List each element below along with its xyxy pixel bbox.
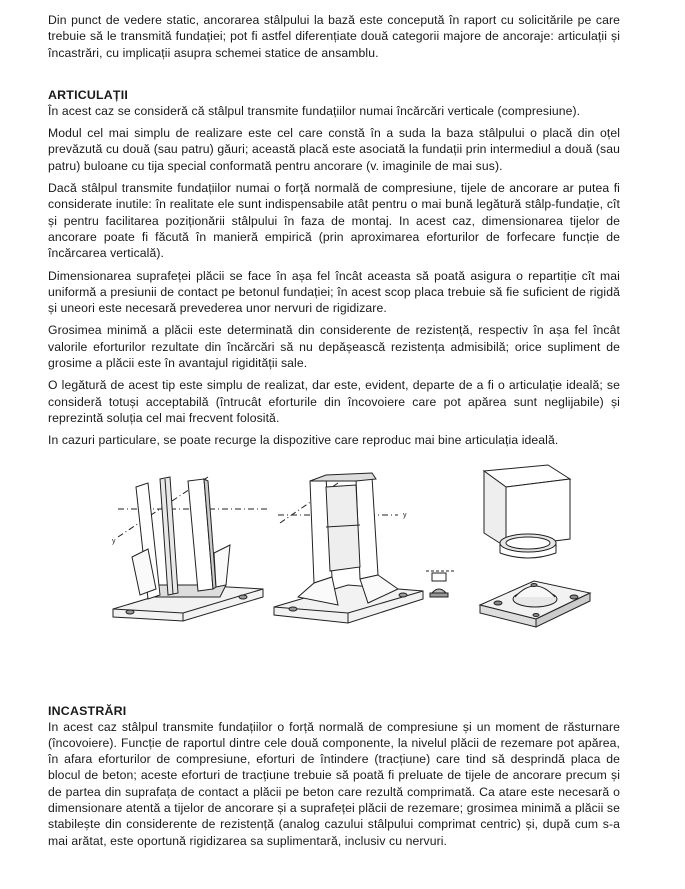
section-incastrari-body <box>48 719 620 849</box>
paragraph: In acest caz stâlpul transmite fundațiilor o forță normală de compresiune și un moment de răsturnare (încovoiere). Funcție de raportul dintre cele două componente, la nivelul plăcii de rezemare pot apărea, în afara eforturilor de compresiune, eforturi de întindere (tracțiune) care tind să desprindă placa de blocul de beton; aceste eforturi de tracțiune trebuie să poată fi preluate de tijele de ancorare precum și de partea din suprafața de contact a plăcii pe beton care rezultă comprimată. Ca atare este necesară o dimensionare atentă a tijelor de ancorare și a suprafeței plăcii de rezemare; grosimea minimă a plăcii se stabilește din considerente de rezistență (analog cazului stâlpului comprimat centric) și, după cum s-a mai arătat, este oportună rigidizarea sa suplimentară, inclusiv cu nervuri. <box>48 719 620 848</box>
column-base-drawing-2 <box>274 473 423 623</box>
column-base-drawing-1 <box>112 477 270 621</box>
paragraph: In cazuri particulare, se poate recurge la dispozitive care reproduc mai bine articulația ideală. <box>48 433 559 448</box>
section-title-articulatii: ARTICULAȚII <box>48 87 128 102</box>
paragraph: Dimensionarea suprafeței plăcii se face în așa fel încât aceasta să poată asigura o repartiție cît mai uniformă a presiunii de contact pe betonul fundației; în acest scop placa trebuie să fie suficient de rigidă și uneori este necesară prevederea unor nervuri de rigidizare. <box>48 268 620 316</box>
axis-label: y <box>403 511 407 519</box>
document-page <box>48 12 620 855</box>
axis-label: y <box>112 537 116 545</box>
section-title-incastrari: INCASTRĂRI <box>48 703 127 718</box>
paragraph: Modul cel mai simplu de realizare este cel care constă în a suda la baza stâlpului o placă din oțel prevăzută cu două (sau patru) găuri; această placă este asociată la fundații prin intermediul a două (sau patru) buloane cu tija special conformată pentru ancorare (v. imaginile de mai sus). <box>48 126 620 173</box>
paragraph: Dacă stâlpul transmite fundațiilor numai o forță normală de compresiune, tijele de ancorare ar putea fi considerate inutile: în realitate ele sunt indispensabile atât pentru o mai bună legătură stâlp-fundație, cît și pentru facilitarea poziționării stâlpului în faza de montaj. In acest caz, dimensionarea tijelor de ancorare poate fi făcută în manieră empirică (prin aproximarea eforturilor de forfecare funcție de încărcarea verticală). <box>48 181 620 261</box>
box-column-bearing-drawing <box>480 465 590 627</box>
column-base-illustrations <box>48 457 620 653</box>
section-articulatii-body <box>48 103 620 449</box>
paragraph: O legătură de acest tip este simplu de realizat, dar este, evident, departe de a fi o articulație ideală; se consideră totuși acceptabilă (întrucât eforturile din încovoiere care pot apărea sunt neglijabile) și reprezintă soluția cel mai frecvent folosită. <box>48 378 620 425</box>
hinge-detail-drawing <box>426 571 454 597</box>
paragraph: Grosimea minimă a plăcii este determinată din considerente de rezistență, respectiv în așa fel încât valorile eforturilor rezultate din încărcări să nu depășească rezistența admisibilă; orice supliment de grosime a plăcii este în avantajul rigidității sale. <box>48 323 620 371</box>
intro-paragraph: Din punct de vedere static, ancorarea stâlpului la bază este concepută în raport cu solicitările pe care trebuie să le transmită fundației; pot fi astfel diferențiate două categorii majore de ancoraje: articulații și încastrări, cu implicații asupra schemei statice de ansamblu. <box>48 13 620 60</box>
paragraph: În acest caz se consideră că stâlpul transmite fundațiilor numai încărcări verticale (compresiune). <box>48 103 581 118</box>
